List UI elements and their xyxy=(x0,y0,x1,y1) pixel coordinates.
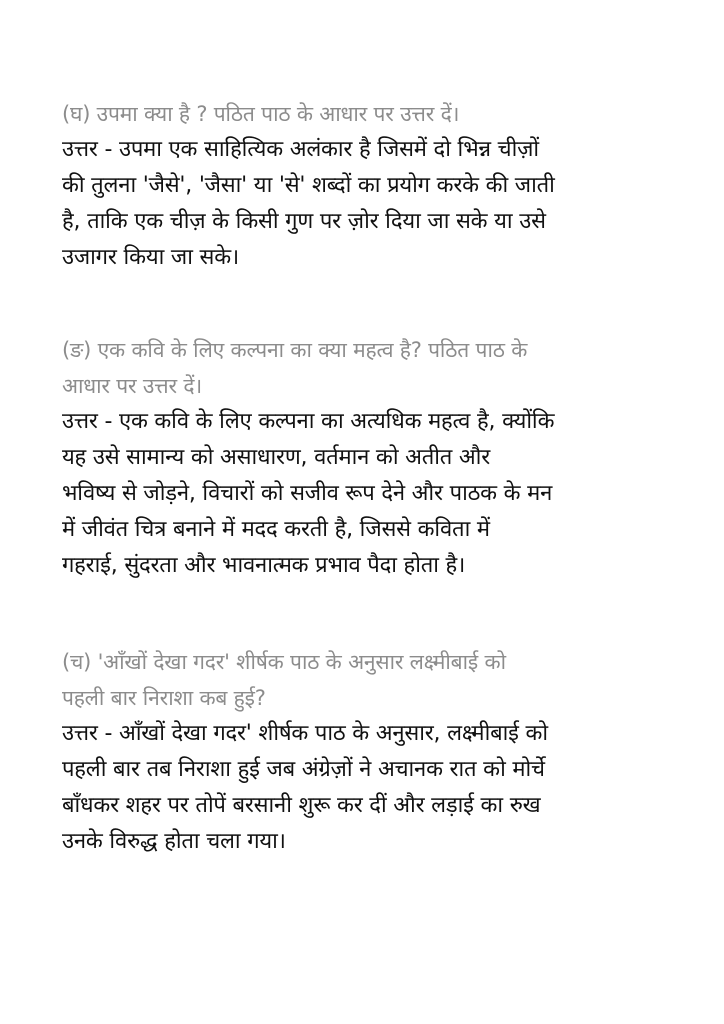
answer-text: है, ताकि एक चीज़ के किसी गुण पर ज़ोर दिया जा सके या उसे xyxy=(62,209,546,234)
answer-text: बाँधकर शहर पर तोपें बरसानी शुरू कर दीं और लड़ाई का रुख xyxy=(62,793,541,818)
answer-text: उजागर किया जा सके। xyxy=(62,245,240,270)
qa-section-gha xyxy=(62,96,672,276)
answer-text: की तुलना 'जैसे', 'जैसा' या 'से' शब्दों का प्रयोग करके की जाती xyxy=(62,173,555,198)
question-text: (च) 'आँखों देखा गदर' शीर्षक पाठ के अनुसार लक्ष्मीबाई को xyxy=(62,650,506,674)
qa-section-cha xyxy=(62,644,672,860)
answer-text: पहली बार तब निराशा हुई जब अंग्रेज़ों ने अचानक रात को मोर्चे xyxy=(62,757,545,782)
answer-text: उत्तर - आँखों देखा गदर' शीर्षक पाठ के अनुसार, लक्ष्मीबाई को xyxy=(62,721,548,746)
answer-text: उत्तर - एक कवि के लिए कल्पना का अत्यधिक महत्व है, क्योंकि xyxy=(62,409,555,434)
answer-text: भविष्य से जोड़ने, विचारों को सजीव रूप देने और पाठक के मन xyxy=(62,481,553,506)
answer-text: में जीवंत चित्र बनाने में मदद करती है, जिससे कविता में xyxy=(62,517,490,542)
qa-section-nga xyxy=(62,332,672,584)
question-text: पहली बार निराशा कब हुई? xyxy=(62,686,266,710)
question-text: आधार पर उत्तर दें। xyxy=(62,374,203,398)
question-text: (ङ) एक कवि के लिए कल्पना का क्या महत्व है? पठित पाठ के xyxy=(62,338,528,362)
answer-text: उत्तर - उपमा एक साहित्यिक अलंकार है जिसमें दो भिन्न चीज़ों xyxy=(62,137,539,162)
question-text: (घ) उपमा क्या है ? पठित पाठ के आधार पर उत्तर दें। xyxy=(62,102,460,126)
answer-text: यह उसे सामान्य को असाधारण, वर्तमान को अतीत और xyxy=(62,445,491,470)
answer-text: उनके विरुद्ध होता चला गया। xyxy=(62,829,286,854)
answer-text: गहराई, सुंदरता और भावनात्मक प्रभाव पैदा होता है। xyxy=(62,553,466,578)
